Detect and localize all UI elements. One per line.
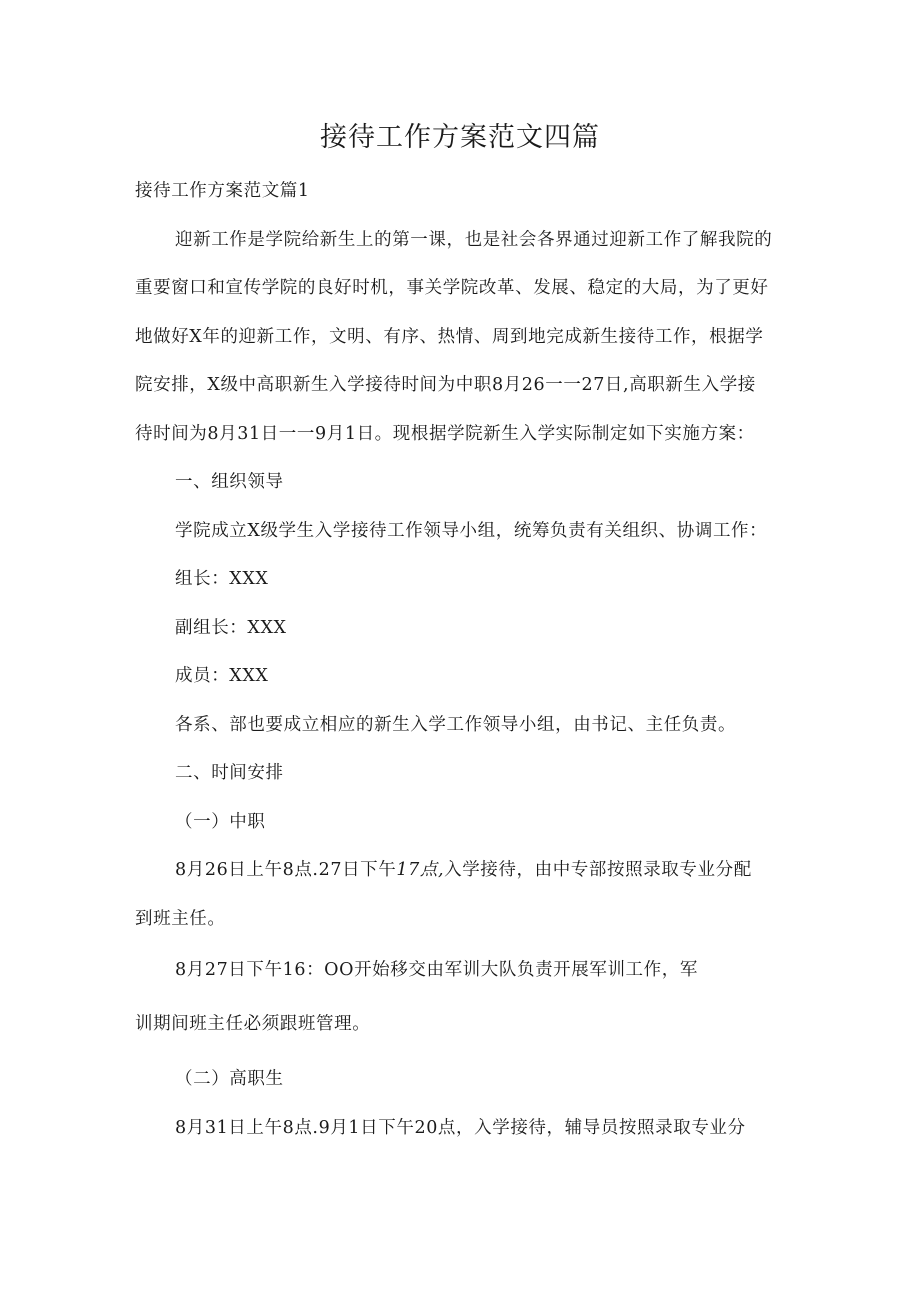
subsection1-heading: （一）中职	[175, 812, 266, 832]
intro-line-4: 院安排，X级中高职新生入学接待时间为中职8月26一一27日,高职新生入学接	[135, 375, 756, 395]
subsection1-paragraph2-line1: 8月27日下午16：OO开始移交由军训大队负责开展军训工作，军	[175, 960, 698, 980]
section2-heading: 二、时间安排	[175, 763, 284, 783]
subsection2-paragraph1-line1: 8月31日上午8点.9月1日下午20点，入学接待，辅导员按照录取专业分	[175, 1118, 746, 1138]
subsection1-paragraph2-line2: 训期间班主任必须跟班管理。	[135, 1014, 371, 1034]
subsection2-heading: （二）高职生	[175, 1069, 284, 1089]
section1-heading: 一、组织领导	[175, 472, 284, 492]
intro-line-3: 地做好X年的迎新工作，文明、有序、热情、周到地完成新生接待工作，根据学	[135, 327, 764, 347]
document-subtitle: 接待工作方案范文篇1	[135, 181, 310, 201]
intro-line-2: 重要窗口和宣传学院的良好时机，事关学院改革、发展、稳定的大局，为了更好	[135, 278, 769, 298]
section1-desc: 学院成立X级学生入学接待工作领导小组，统筹负责有关组织、协调工作：	[175, 521, 768, 541]
section1-deputy: 副组长：XXX	[175, 618, 287, 638]
subsection1-paragraph1-line2: 到班主任。	[135, 909, 226, 929]
paragraph-text: 8月26日上午8点.27日下午	[175, 860, 397, 880]
section1-members: 成员：XXX	[175, 666, 269, 686]
section1-leader: 组长：XXX	[175, 569, 269, 589]
intro-line-5: 待时间为8月31日一一9月1日。现根据学院新生入学实际制定如下实施方案：	[135, 424, 755, 444]
intro-line-1: 迎新工作是学院给新生上的第一课，也是社会各界通过迎新工作了解我院的	[175, 230, 773, 250]
paragraph-text: 入学接待，由中专部按照录取专业分配	[444, 860, 752, 880]
subsection1-paragraph1-line1	[175, 857, 752, 883]
section1-note: 各系、部也要成立相应的新生入学工作领导小组，由书记、主任负责。	[175, 715, 737, 735]
italic-time: 17点,	[396, 860, 445, 880]
document-title: 接待工作方案范文四篇	[320, 122, 600, 153]
